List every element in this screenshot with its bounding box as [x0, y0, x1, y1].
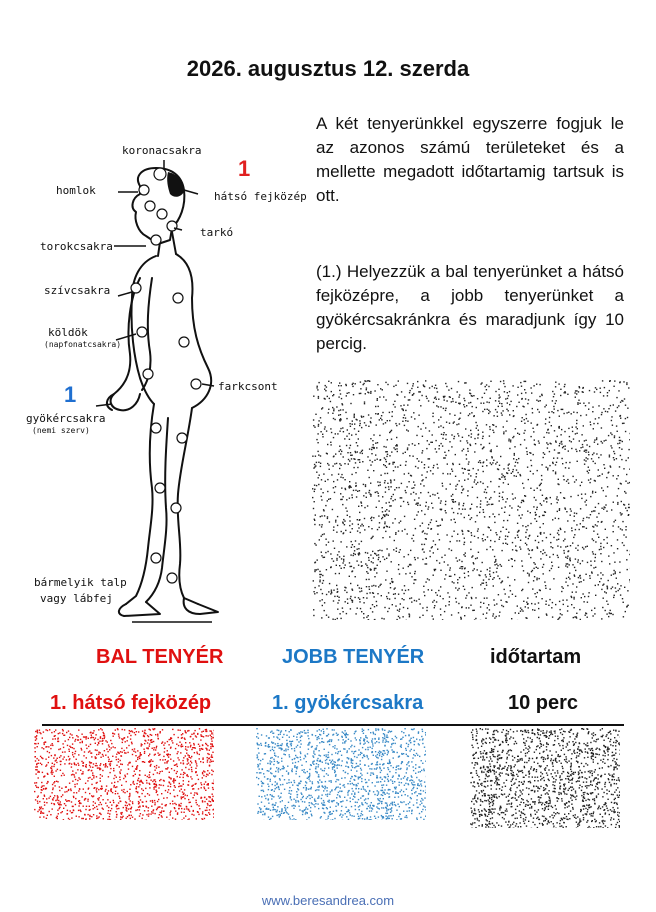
label-talp-line1: bármelyik talp: [34, 576, 127, 589]
label-hatso-fejkozep: hátsó fejközép: [214, 190, 307, 203]
instruction-paragraph-1: A két tenyerünkkel egyszerre fogjuk le az azonos számú területeket és a mellette megadott időtartamig tartsuk is ott.: [316, 114, 624, 205]
instruction-paragraph-2: (1.) Helyezzük a bal tenyerünket a hátsó fejközépre, a jobb tenyerünket a gyökércsakránkra és maradjunk így 10 percig.: [316, 262, 624, 353]
marker-red-1: 1: [238, 156, 251, 181]
label-farkcsont: farkcsont: [218, 380, 278, 393]
footer-website: www.beresandrea.com: [261, 893, 395, 908]
header-idotartam: időtartam: [490, 646, 582, 668]
cell-bal-1: 1. hátsó fejközép: [50, 692, 212, 714]
scrambled-row-left: [34, 728, 214, 820]
label-napfonatcsakra: (napfonatcsakra): [44, 340, 122, 349]
label-koldok: köldök: [48, 326, 88, 339]
body-chakra-diagram: [22, 128, 308, 624]
page-title: 2026. augusztus 12. szerda: [186, 56, 470, 81]
label-tarko: tarkó: [200, 226, 234, 239]
cell-ido-1: 10 perc: [508, 692, 579, 714]
label-gyokercsakra: gyökércsakra: [26, 412, 106, 425]
marker-blue-1: 1: [64, 382, 77, 407]
cell-jobb-1: 1. gyökércsakra: [272, 692, 424, 714]
table-rule: [42, 724, 624, 726]
header-bal-tenyer: BAL TENYÉR: [96, 646, 224, 668]
label-torokcsakra: torokcsakra: [40, 240, 113, 253]
label-talp-line2: vagy lábfej: [40, 592, 113, 605]
scrambled-row-right: [470, 728, 620, 828]
scrambled-row-middle: [256, 728, 426, 820]
label-koronacsakra: koronacsakra: [122, 144, 202, 157]
header-jobb-tenyer: JOBB TENYÉR: [282, 646, 425, 668]
label-nemi-szerv: (nemi szerv): [32, 426, 90, 435]
label-szivcsakra: szívcsakra: [44, 284, 111, 297]
label-homlok: homlok: [56, 184, 96, 197]
scrambled-text-area: [312, 380, 630, 620]
